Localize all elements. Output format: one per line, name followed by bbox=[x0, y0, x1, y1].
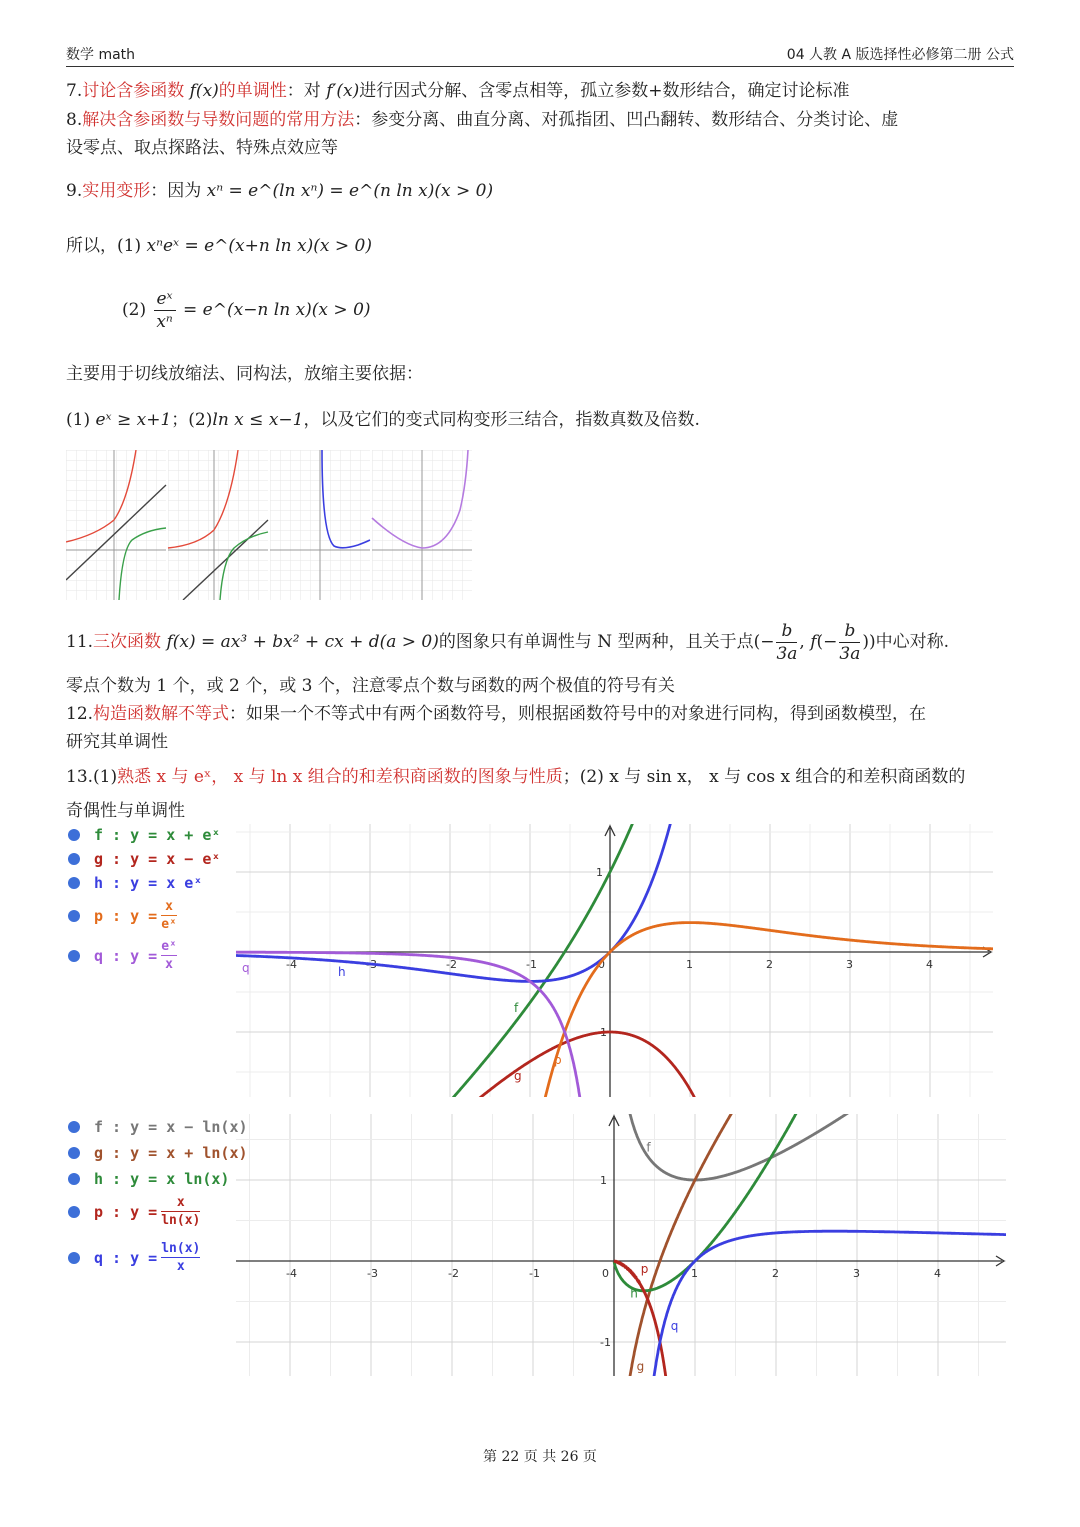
legend-item-f[interactable] bbox=[68, 826, 220, 844]
curve-label-p: p bbox=[640, 1262, 649, 1277]
visibility-dot[interactable] bbox=[68, 950, 80, 962]
item-title: 讨论含参函数 bbox=[82, 81, 185, 101]
denominator: 3a bbox=[776, 644, 798, 664]
item-8-cont: 设零点、取点探路法、特殊点效应等 bbox=[66, 138, 338, 158]
x-tick-label: 0 bbox=[598, 958, 605, 971]
x-tick-label: -4 bbox=[286, 1267, 297, 1280]
item-number: 8. bbox=[66, 110, 83, 130]
numerator: ln(x) bbox=[161, 1241, 201, 1256]
legend-item-p[interactable] bbox=[68, 1194, 200, 1229]
legend-label: p : y = bbox=[94, 1202, 158, 1221]
item-7 bbox=[66, 76, 849, 101]
graph1-plot[interactable] bbox=[236, 824, 993, 1097]
text: 进行因式分解、含零点相等，孤立参数+数形结合，确定讨论标准 bbox=[359, 81, 850, 101]
small-graph-4 bbox=[372, 450, 472, 600]
x-tick-label: 0 bbox=[602, 1267, 609, 1280]
numerator: eˣ bbox=[161, 939, 177, 954]
denominator: xⁿ bbox=[156, 312, 173, 332]
text: 中心对称. bbox=[875, 632, 950, 652]
curve-label-h: h bbox=[338, 965, 346, 979]
text: ；(2) bbox=[171, 410, 213, 430]
legend-item-q[interactable] bbox=[68, 938, 177, 973]
y-tick-label: 1 bbox=[596, 866, 603, 879]
numerator: x bbox=[161, 898, 177, 916]
item-title: 实用变形 bbox=[82, 181, 151, 201]
item-13 bbox=[66, 762, 965, 787]
fraction bbox=[776, 620, 797, 665]
visibility-dot[interactable] bbox=[68, 1121, 80, 1133]
curve-label-g: g bbox=[636, 1359, 645, 1374]
x-tick-label: 4 bbox=[926, 958, 933, 971]
visibility-dot[interactable] bbox=[68, 1206, 80, 1218]
denominator: ln(x) bbox=[161, 1213, 201, 1228]
x-tick-label: -4 bbox=[286, 958, 297, 971]
legend-label: f : y = x + eˣ bbox=[94, 826, 221, 844]
legend-label: g : y = x + ln(x) bbox=[94, 1144, 248, 1162]
legend-label: p : y = bbox=[94, 906, 158, 925]
item-13-cont: 奇偶性与单调性 bbox=[66, 801, 185, 821]
visibility-dot[interactable] bbox=[68, 877, 80, 889]
header-right: 04 人教 A 版选择性必修第二册 公式 bbox=[786, 47, 1014, 63]
denominator: eˣ bbox=[161, 917, 177, 932]
legend-item-q[interactable] bbox=[68, 1240, 200, 1275]
visibility-dot[interactable] bbox=[68, 1252, 80, 1264]
item-12-cont: 研究其单调性 bbox=[66, 732, 168, 752]
curve-label-q: q bbox=[670, 1318, 679, 1333]
curve-label-p: p bbox=[554, 1053, 562, 1067]
text: (1) bbox=[66, 410, 91, 430]
formula: ln x ≤ x−1 bbox=[212, 410, 304, 430]
x-tick-label: 3 bbox=[846, 958, 853, 971]
item-number: 7. bbox=[66, 81, 83, 101]
x-tick-label: 3 bbox=[853, 1267, 860, 1280]
x-tick-label: -3 bbox=[366, 958, 377, 971]
legend-label: q : y = bbox=[94, 946, 158, 965]
grid bbox=[236, 1114, 1006, 1376]
x-tick-label: -3 bbox=[367, 1267, 378, 1280]
x-tick-label: 4 bbox=[934, 1267, 941, 1280]
numerator: x bbox=[161, 1194, 200, 1212]
legend-item-f[interactable] bbox=[68, 1118, 248, 1136]
curve-label-f: f bbox=[514, 1001, 519, 1015]
legend-item-g[interactable] bbox=[68, 850, 220, 868]
x-tick-label: -2 bbox=[448, 1267, 459, 1280]
x-tick-label: -1 bbox=[526, 958, 537, 971]
text: ：如果一个不等式中有两个函数符号，则根据函数符号中的对象进行同构，得到函数模型，在 bbox=[229, 704, 927, 724]
text: ；(2) x 与 sin x， x 与 cos x 组合的和差积商函数的 bbox=[562, 767, 966, 787]
small-graph-1 bbox=[66, 450, 166, 600]
text: (2) bbox=[122, 300, 147, 320]
graph2-plot[interactable] bbox=[236, 1114, 1006, 1376]
denominator: x bbox=[165, 957, 173, 972]
legend-label: q : y = bbox=[94, 1248, 158, 1267]
item-number: 12. bbox=[66, 704, 94, 724]
denominator: x bbox=[176, 1259, 185, 1274]
x-tick-label: -2 bbox=[446, 958, 457, 971]
text: ：因为 bbox=[150, 181, 202, 201]
text: ：参变分离、曲直分离、对孤指团、凹凸翻转、数形结合、分类讨论、虚 bbox=[354, 110, 899, 130]
item-number: 9. bbox=[66, 181, 83, 201]
text: ：对 bbox=[286, 81, 321, 101]
y-tick-label: -1 bbox=[600, 1336, 611, 1349]
x-tick-label: 1 bbox=[686, 958, 693, 971]
visibility-dot[interactable] bbox=[68, 829, 80, 841]
item-10-basis bbox=[66, 405, 700, 430]
item-9 bbox=[66, 176, 493, 201]
legend-label: f : y = x − ln(x) bbox=[94, 1118, 248, 1136]
text: 的图象只有单调性与 N 型两种，且关于点 bbox=[438, 632, 754, 652]
numerator: b bbox=[776, 620, 797, 643]
formula: xⁿ = e^(ln xⁿ) = e^(n ln x)(x > 0) bbox=[206, 181, 494, 201]
item-number: 11. bbox=[66, 632, 94, 652]
item-9-case2 bbox=[122, 288, 371, 333]
item-8 bbox=[66, 105, 898, 130]
small-graphs bbox=[66, 450, 472, 600]
legend-label: h : y = x ln(x) bbox=[94, 1170, 230, 1188]
page-header bbox=[66, 44, 1014, 67]
fraction bbox=[839, 620, 860, 665]
y-tick-label: -1 bbox=[596, 1026, 607, 1039]
x-tick-label: 1 bbox=[691, 1267, 698, 1280]
curve-label-f: f bbox=[646, 1140, 651, 1155]
x-tick-label: 2 bbox=[766, 958, 773, 971]
small-graph-2 bbox=[168, 450, 268, 600]
visibility-dot[interactable] bbox=[68, 853, 80, 865]
visibility-dot[interactable] bbox=[68, 1147, 80, 1159]
visibility-dot[interactable] bbox=[68, 910, 80, 922]
y-tick-label: 1 bbox=[600, 1174, 607, 1187]
formula: eˣ ≥ x+1 bbox=[95, 410, 172, 430]
curve-q[interactable] bbox=[649, 1231, 1006, 1376]
item-number: 13.(1) bbox=[66, 767, 118, 787]
header-left: 数学 math bbox=[66, 47, 136, 63]
item-10-intro: 主要用于切线放缩法、同构法，放缩主要依据： bbox=[66, 364, 423, 384]
text: ，以及它们的变式同构变形三结合，指数真数及倍数. bbox=[303, 410, 700, 430]
item-title: 熟悉 x 与 eˣ， x 与 ln x 组合的和差积商函数的图象与性质 bbox=[117, 767, 563, 787]
item-12 bbox=[66, 699, 926, 724]
numerator: eˣ bbox=[154, 288, 176, 311]
x-tick-label: -1 bbox=[529, 1267, 540, 1280]
formula: f(x) bbox=[189, 81, 219, 101]
visibility-dot[interactable] bbox=[68, 1173, 80, 1185]
formula: = e^(x−n ln x)(x > 0) bbox=[183, 300, 371, 320]
item-11: 11.三次函数 f(x) = ax³ + bx² + cx + d(a > 0)的图象只有单调性与 N 型两种，且关于点(− $\frac{b}{3a}$ , f(− $\frac{b}{3a}$ ))中心对称. bbox=[66, 621, 950, 664]
legend-item-p[interactable] bbox=[68, 898, 177, 933]
legend-item-g[interactable] bbox=[68, 1144, 248, 1162]
curve-label-h: h bbox=[630, 1286, 638, 1301]
item-title: 解决含参函数与导数问题的常用方法 bbox=[82, 110, 355, 130]
numerator: b bbox=[839, 620, 860, 643]
formula: f(x) = ax³ + bx² + cx + d(a > 0) bbox=[166, 632, 439, 652]
curve-label-g: g bbox=[514, 1069, 522, 1083]
page-footer: 第 22 页 共 26 页 bbox=[483, 1449, 597, 1465]
small-graph-3 bbox=[270, 450, 370, 600]
item-title: 构造函数解不等式 bbox=[93, 704, 230, 724]
text: 所以，(1) bbox=[66, 236, 142, 256]
item-11-cont: 零点个数为 1 个，或 2 个，或 3 个，注意零点个数与函数的两个极值的符号有关 bbox=[66, 676, 675, 696]
item-9-case1 bbox=[66, 231, 372, 256]
formula: f′(x) bbox=[326, 81, 360, 101]
legend-item-h[interactable] bbox=[68, 874, 202, 892]
x-tick-label: 2 bbox=[772, 1267, 779, 1280]
curve-p[interactable] bbox=[536, 923, 993, 1097]
legend-item-h[interactable] bbox=[68, 1170, 229, 1188]
legend-label: h : y = x eˣ bbox=[94, 874, 203, 892]
denominator: 3a bbox=[839, 644, 861, 664]
item-title: 三次函数 bbox=[93, 632, 162, 652]
formula: xⁿeˣ = e^(x+n ln x)(x > 0) bbox=[146, 236, 372, 256]
fraction bbox=[154, 288, 176, 333]
curve-label-q: q bbox=[242, 961, 250, 975]
item-title: 的单调性 bbox=[218, 81, 287, 101]
legend-label: g : y = x − eˣ bbox=[94, 850, 221, 868]
